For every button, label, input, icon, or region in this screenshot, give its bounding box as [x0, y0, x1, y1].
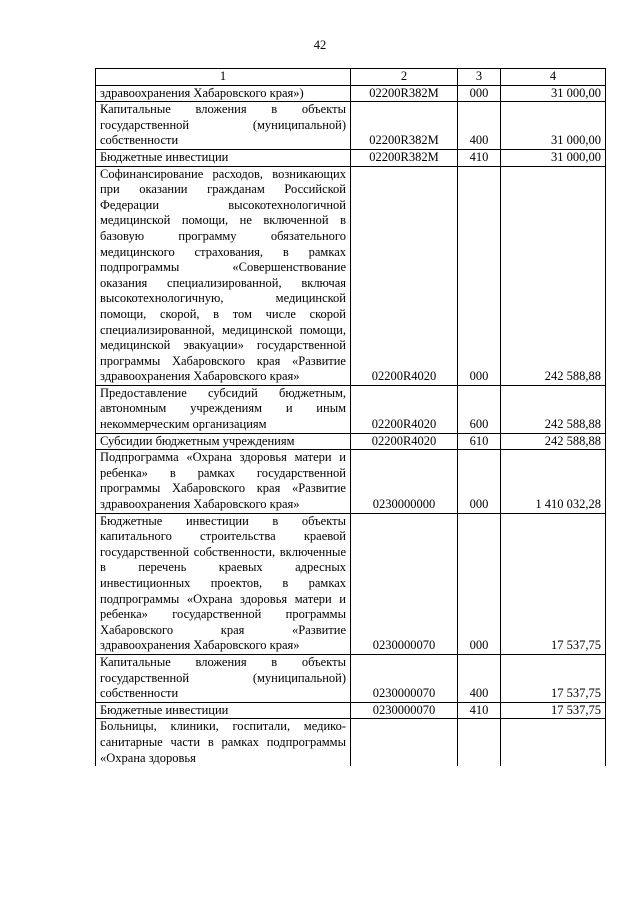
table-row — [96, 433, 606, 450]
table-row — [96, 102, 606, 150]
row-code-cell: 0230000070 — [351, 702, 458, 719]
row-type-cell: 600 — [458, 385, 501, 433]
row-type-cell: 400 — [458, 654, 501, 702]
row-type-cell: 000 — [458, 513, 501, 654]
row-name-cell: Больницы, клиники, госпитали, медико-санитарные части в рамках подпрограммы «Охрана здоровья — [96, 719, 351, 766]
row-type-cell: 410 — [458, 702, 501, 719]
row-amount-cell: 31 000,00 — [501, 85, 606, 102]
column-header: 4 — [501, 69, 606, 86]
row-code-cell: 02200R382M — [351, 149, 458, 166]
row-amount-cell — [501, 719, 606, 766]
table-header-row — [96, 69, 606, 86]
row-code-cell: 0230000070 — [351, 654, 458, 702]
column-header: 1 — [96, 69, 351, 86]
row-name-cell: Капитальные вложения в объекты государственной (муниципальной) собственности — [96, 102, 351, 150]
row-type-cell: 000 — [458, 450, 501, 513]
row-code-cell: 02200R382M — [351, 102, 458, 150]
page-number: 42 — [313, 38, 327, 52]
row-name-cell: Предоставление субсидий бюджетным, автономным учреждениям и иным некоммерческим организациям — [96, 385, 351, 433]
row-code-cell: 0230000070 — [351, 513, 458, 654]
row-type-cell: 000 — [458, 166, 501, 385]
row-name-cell: Бюджетные инвестиции — [96, 702, 351, 719]
row-amount-cell: 17 537,75 — [501, 654, 606, 702]
row-name-cell: здравоохранения Хабаровского края») — [96, 85, 351, 102]
budget-table — [95, 68, 606, 766]
row-code-cell: 0230000000 — [351, 450, 458, 513]
row-type-cell: 400 — [458, 102, 501, 150]
row-code-cell: 02200R4020 — [351, 166, 458, 385]
table-row — [96, 702, 606, 719]
row-type-cell: 410 — [458, 149, 501, 166]
table-row — [96, 654, 606, 702]
column-header: 2 — [351, 69, 458, 86]
column-header: 3 — [458, 69, 501, 86]
row-amount-cell: 242 588,88 — [501, 433, 606, 450]
table-row — [96, 385, 606, 433]
row-type-cell — [458, 719, 501, 766]
row-amount-cell: 242 588,88 — [501, 166, 606, 385]
row-amount-cell: 31 000,00 — [501, 149, 606, 166]
row-type-cell: 000 — [458, 85, 501, 102]
row-amount-cell: 17 537,75 — [501, 702, 606, 719]
row-name-cell: Субсидии бюджетным учреждениям — [96, 433, 351, 450]
row-code-cell: 02200R4020 — [351, 433, 458, 450]
row-type-cell: 610 — [458, 433, 501, 450]
table-row — [96, 149, 606, 166]
table-row — [96, 166, 606, 385]
row-name-cell: Софинансирование расходов, возникающих при оказании гражданам Российской Федерации высокотехнологичной медицинской помощи, не включенной в базовую программу обязательного медицинского страхования, в рамках подпрограммы «Совершенствование оказания специализированной, включая высокотехнологичную, медицинской помощи, скорой, в том числе скорой специализированной, медицинской помощи, медицинской эвакуации» государственной программы Хабаровского края «Развитие здравоохранения Хабаровского края» — [96, 166, 351, 385]
table-row — [96, 450, 606, 513]
table-row — [96, 719, 606, 766]
table-row — [96, 85, 606, 102]
row-name-cell: Подпрограмма «Охрана здоровья матери и ребенка» в рамках государственной программы Хабаровского края «Развитие здравоохранения Хабаровского края» — [96, 450, 351, 513]
row-amount-cell: 1 410 032,28 — [501, 450, 606, 513]
row-name-cell: Бюджетные инвестиции в объекты капитального строительства краевой государственной собственности, включенные в перечень краевых адресных инвестиционных проектов, в рамках подпрограммы «Охрана здоровья матери и ребенка» государственной программы Хабаровского края «Развитие здравоохранения Хабаровского края» — [96, 513, 351, 654]
row-amount-cell: 31 000,00 — [501, 102, 606, 150]
table-row — [96, 513, 606, 654]
row-name-cell: Капитальные вложения в объекты государственной (муниципальной) собственности — [96, 654, 351, 702]
row-amount-cell: 242 588,88 — [501, 385, 606, 433]
row-amount-cell: 17 537,75 — [501, 513, 606, 654]
row-code-cell: 02200R382M — [351, 85, 458, 102]
row-code-cell — [351, 719, 458, 766]
row-name-cell: Бюджетные инвестиции — [96, 149, 351, 166]
row-code-cell: 02200R4020 — [351, 385, 458, 433]
